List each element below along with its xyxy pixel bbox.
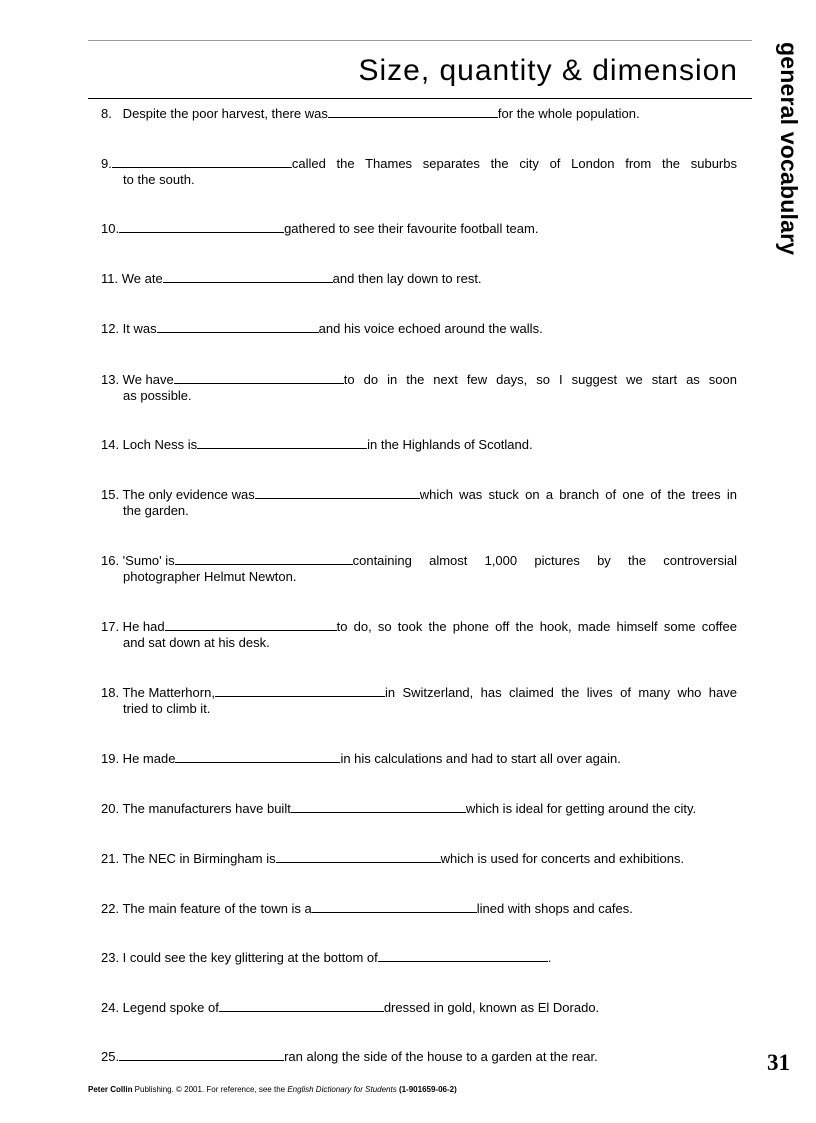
question-continuation: photographer Helmut Newton. [123,569,297,584]
question-first-line [101,370,737,388]
question-text-before: 24. Legend spoke of [101,1000,219,1015]
answer-blank[interactable] [219,998,384,1012]
question-first-line [101,799,737,817]
section-side-label: general vocabulary [776,42,802,256]
answer-blank[interactable] [119,219,284,233]
footer [88,1085,457,1094]
answer-blank[interactable] [378,948,548,962]
question-first-line [101,551,737,569]
question-first-line [101,998,737,1016]
question-text-after: ran along the side of the house to a garden at the rear. [284,1049,598,1064]
footer-book-title: English Dictionary for Students [287,1085,397,1094]
question-text-before: 10. [101,221,120,236]
question-item [101,1047,737,1065]
question-item [101,899,737,917]
footer-text: Publishing. © 2001. For reference, see the [132,1085,288,1094]
question-text-after: containing almost 1,000 pictures by the controversial [352,553,737,568]
question-item [101,319,737,337]
question-text-before: 9. [101,156,112,171]
question-item [101,551,737,585]
answer-blank[interactable] [157,319,319,333]
question-item [101,799,737,817]
question-text-after: and his voice echoed around the walls. [318,321,543,336]
question-item [101,948,737,966]
question-continuation: the garden. [123,503,189,518]
question-text-before: 15. The only evidence was [101,487,255,502]
question-item [101,435,737,453]
question-text-after: called the Thames separates the city of London from the suburbs [291,156,737,171]
question-item [101,370,737,404]
title-rule [88,98,752,99]
answer-blank[interactable] [175,551,353,565]
footer-isbn: (1-901659-06-2) [396,1085,457,1094]
question-text-after: for the whole population. [497,106,640,121]
question-first-line [101,849,737,867]
question-text-after: gathered to see their favourite football team. [284,221,539,236]
question-item [101,998,737,1016]
top-rule [88,40,752,41]
question-item [101,269,737,287]
answer-blank[interactable] [255,485,420,499]
answer-blank[interactable] [112,154,292,168]
question-text-before: 12. It was [101,321,157,336]
answer-blank[interactable] [291,799,466,813]
question-text-before: 17. He had [101,619,165,634]
answer-blank[interactable] [174,370,344,384]
question-item [101,849,737,867]
question-text-before: 14. Loch Ness is [101,437,198,452]
question-first-line [101,435,737,453]
question-text-before: 18. The Matterhorn, [101,685,215,700]
answer-blank[interactable] [215,683,385,697]
question-text-before: 22. The main feature of the town is a [101,901,312,916]
question-text-before: 23. I could see the key glittering at the bottom of [101,950,378,965]
page-title: Size, quantity & dimension [358,54,738,87]
answer-blank[interactable] [328,104,498,118]
question-first-line [101,269,737,287]
page-number: 31 [767,1050,790,1075]
question-first-line [101,617,737,635]
answer-blank[interactable] [197,435,367,449]
answer-blank[interactable] [312,899,477,913]
answer-blank[interactable] [175,749,340,763]
question-continuation: and sat down at his desk. [123,635,270,650]
question-text-after: lined with shops and cafes. [476,901,633,916]
question-text-before: 20. The manufacturers have built [101,801,291,816]
question-item [101,104,737,122]
question-first-line [101,948,737,966]
question-text-before: 13. We have [101,372,174,387]
question-text-after: . [547,950,552,965]
answer-blank[interactable] [276,849,441,863]
question-continuation: to the south. [123,172,195,187]
question-continuation: as possible. [123,388,192,403]
question-text-after: to do in the next few days, so I suggest we start as soon [343,372,737,387]
question-item [101,485,737,519]
question-text-after: in his calculations and had to start all over again. [340,751,621,766]
question-text-before: 11. We ate [101,271,163,286]
question-text-after: to do, so took the phone off the hook, made himself some coffee [336,619,737,634]
question-first-line [101,154,737,172]
question-text-after: dressed in gold, known as El Dorado. [383,1000,600,1015]
question-item [101,219,737,237]
question-item [101,617,737,651]
question-item [101,749,737,767]
question-text-after: which is used for concerts and exhibitions. [440,851,685,866]
question-text-after: in Switzerland, has claimed the lives of many who have [384,685,737,700]
footer-publisher: Peter Collin [88,1085,133,1094]
answer-blank[interactable] [165,617,337,631]
question-item [101,683,737,717]
question-text-before: 19. He made [101,751,176,766]
question-first-line [101,683,737,701]
question-text-before: 25. [101,1049,120,1064]
question-first-line [101,749,737,767]
question-first-line [101,104,737,122]
question-text-after: which is ideal for getting around the city. [465,801,697,816]
question-text-before: 21. The NEC in Birmingham is [101,851,276,866]
question-item [101,154,737,188]
question-text-after: which was stuck on a branch of one of the trees in [419,487,737,502]
question-text-before: 8. Despite the poor harvest, there was [101,106,328,121]
question-first-line [101,319,737,337]
question-first-line [101,219,737,237]
question-first-line [101,1047,737,1065]
question-first-line [101,485,737,503]
answer-blank[interactable] [163,269,333,283]
question-first-line [101,899,737,917]
question-text-after: in the Highlands of Scotland. [367,437,533,452]
question-text-before: 16. 'Sumo' is [101,553,175,568]
question-text-after: and then lay down to rest. [332,271,482,286]
question-continuation: tried to climb it. [123,701,211,716]
answer-blank[interactable] [119,1047,284,1061]
